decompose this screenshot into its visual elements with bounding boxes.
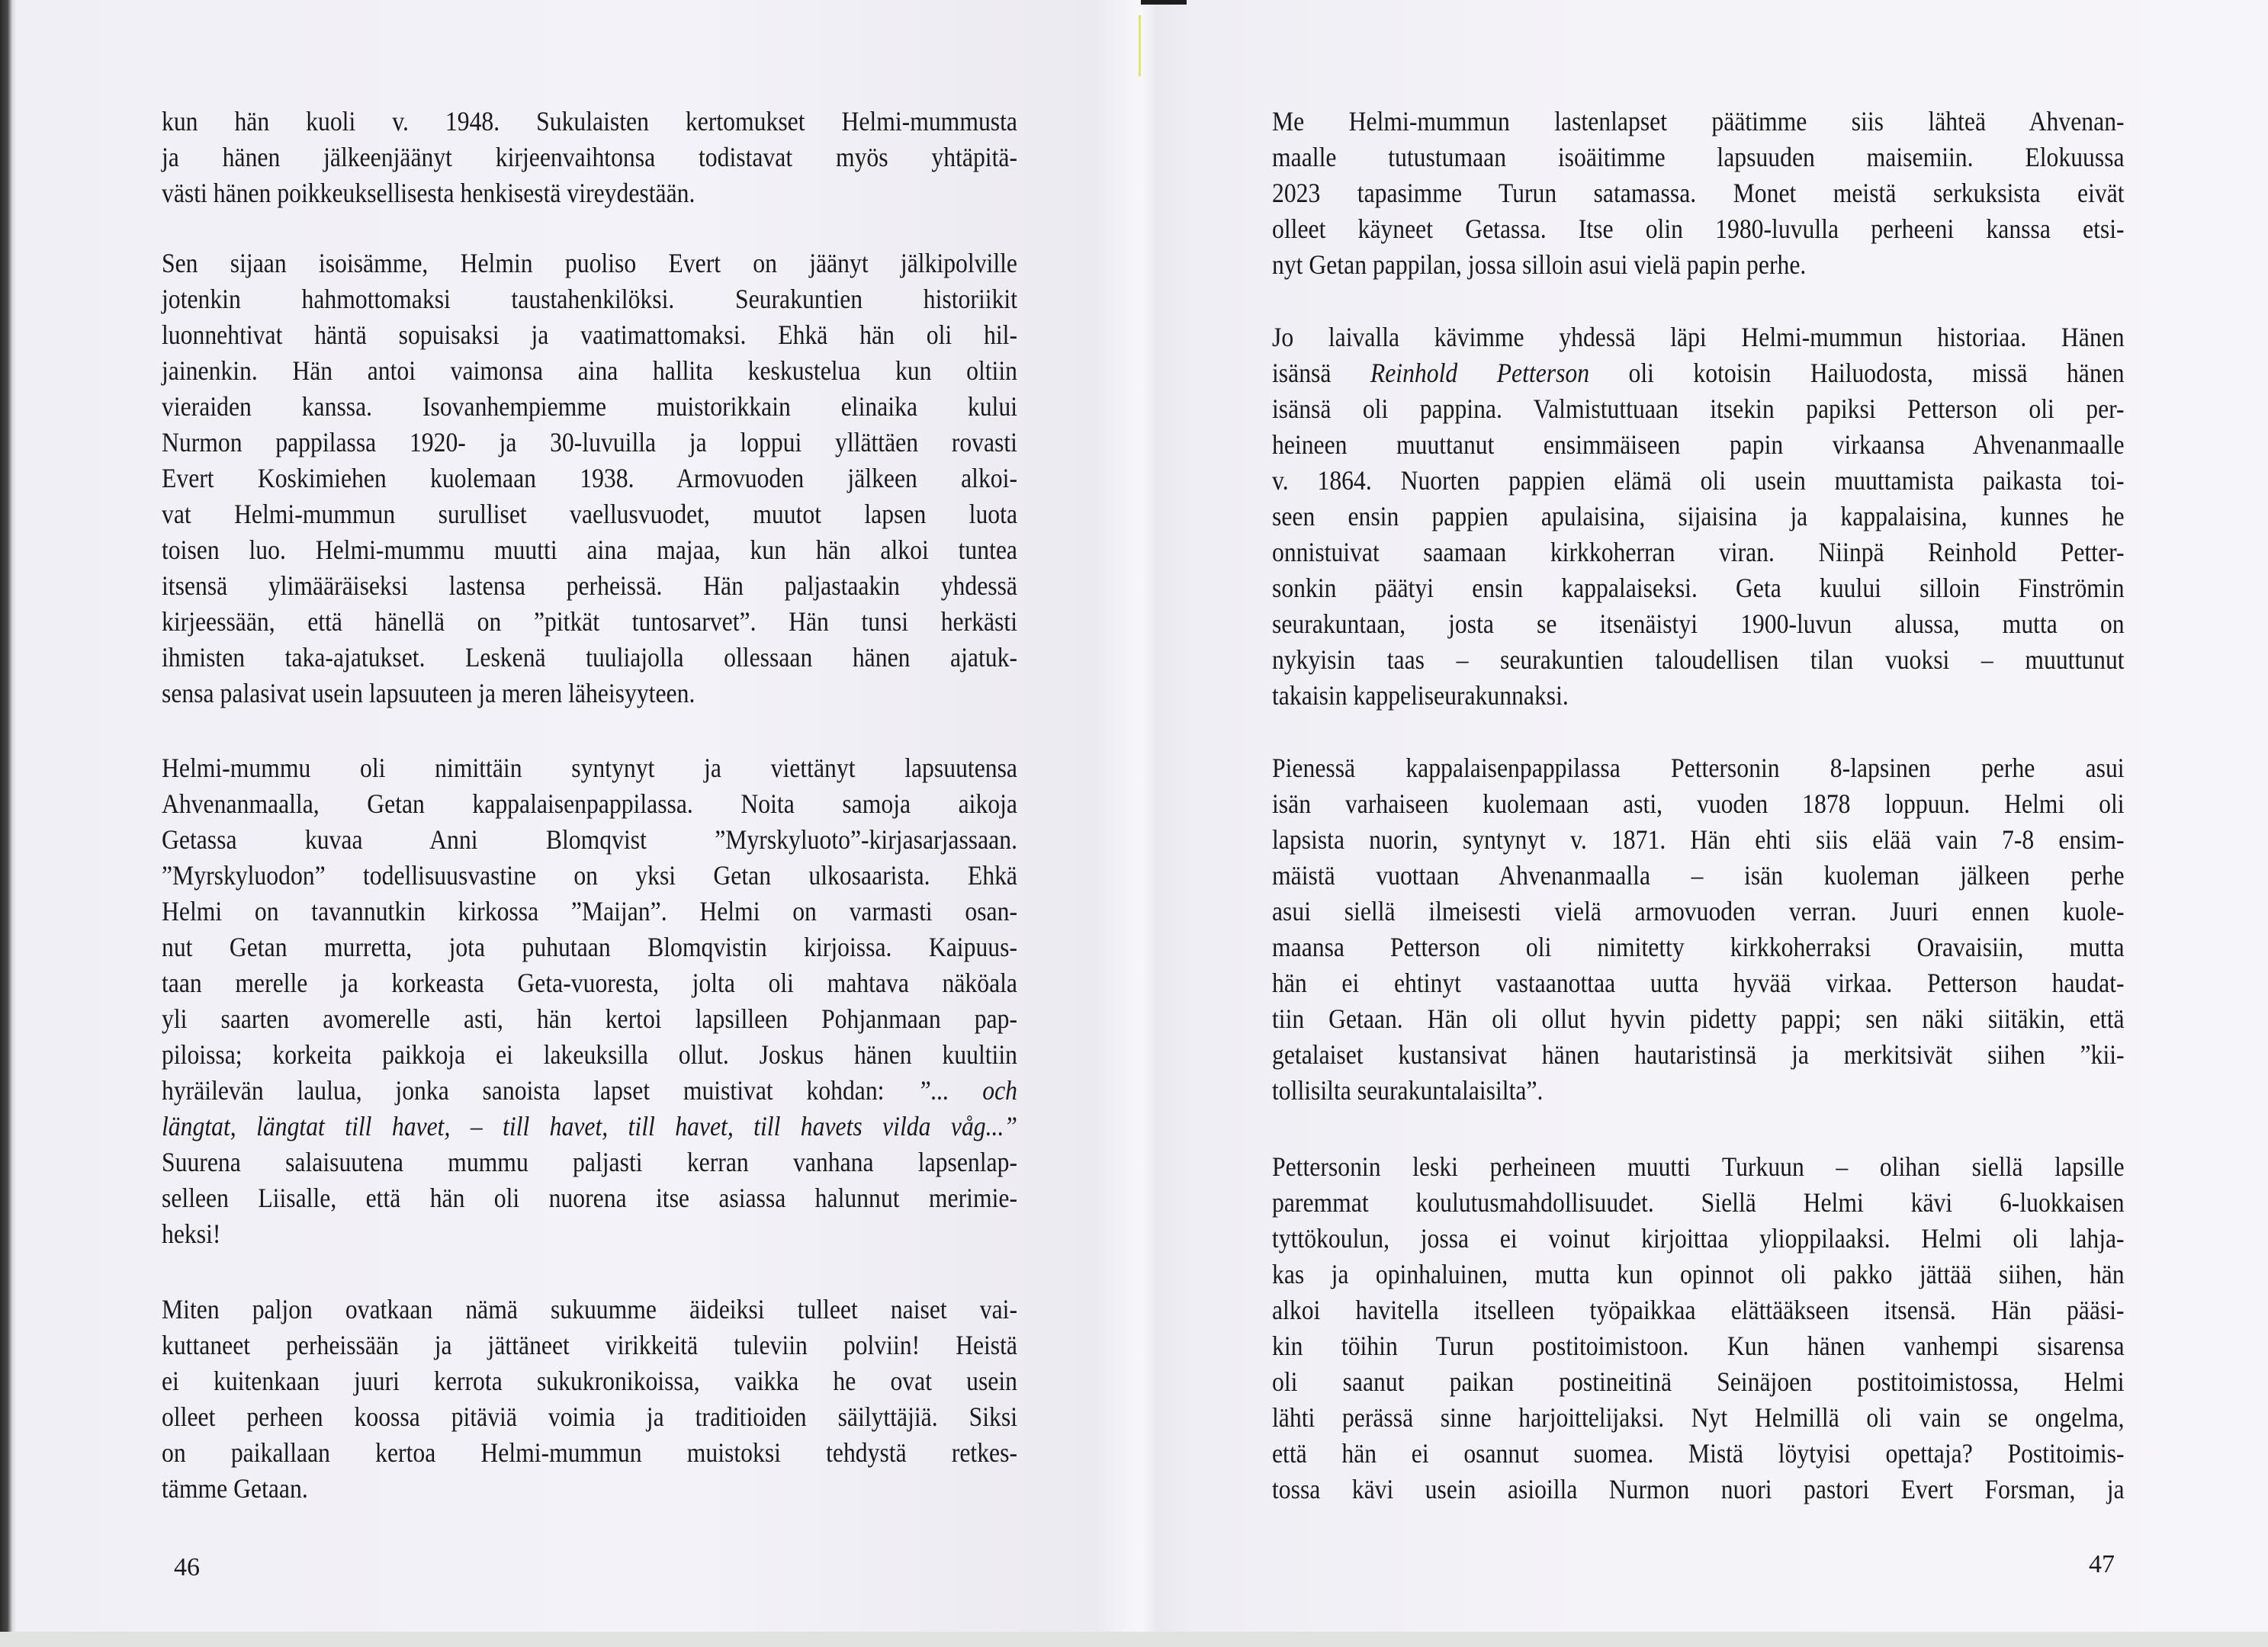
text-line: selleen Liisalle, että hän oli nuorena itse asiassa halunnut merimie-	[162, 1183, 1017, 1213]
text-line: alkoi havitella itselleen työpaikkaa elättääkseen itsensä. Hän pääsi-	[1272, 1295, 2125, 1325]
left-page	[0, 0, 1141, 1632]
text-line: Evert Koskimiehen kuolemaan 1938. Armovuoden jälkeen alkoi-	[162, 463, 1017, 493]
text-line: lapsista nuorin, syntynyt v. 1871. Hän ehti siis elää vain 7-8 ensim-	[1272, 824, 2125, 855]
text-line: jotenkin hahmottomaksi taustahenkilöksi. Seurakuntien historiikit	[162, 284, 1017, 314]
text-line: kirjeessään, että hänellä on ”pitkät tuntosarvet”. Hän tunsi herkästi	[162, 606, 1017, 637]
text-line: tämme Getaan.	[162, 1473, 308, 1504]
text-line: ihmisten taka-ajatukset. Leskenä tuuliajolla ollessaan hänen ajatuk-	[162, 642, 1017, 673]
text-line: että hän ei osannut suomea. Mistä löytyisi opettaja? Postitoimis-	[1272, 1438, 2125, 1469]
text-line: vieraiden kanssa. Isovanhempiemme muistorikkain elinaika kului	[162, 391, 1017, 422]
text-line: Pettersonin leski perheineen muutti Turkuun – olihan siellä lapsille	[1272, 1151, 2125, 1182]
text-line: yli saarten avomerelle asti, hän kertoi lapsilleen Pohjanmaan pap-	[162, 1003, 1017, 1034]
text-line: Sen sijaan isoisämme, Helmin puoliso Evert on jäänyt jälkipolville	[162, 248, 1017, 278]
text-line: lähti perässä sinne harjoittelijaksi. Nyt Helmillä oli vain se ongelma,	[1272, 1402, 2125, 1433]
text-segment: oli kotoisin Hailuodosta, missä hänen	[1628, 358, 2125, 388]
text-line: seen ensin pappien apulaisina, sijaisina ja kappalaisina, kunnes he	[1272, 501, 2125, 531]
text-line: v. 1864. Nuorten pappien elämä oli usein muuttamista paikasta toi-	[1272, 465, 2125, 496]
text-line: heksi!	[162, 1218, 221, 1249]
text-line: Miten paljon ovatkaan nämä sukuumme äideiksi tulleet naiset vai-	[162, 1294, 1017, 1324]
text-line: on paikallaan kertoa Helmi-mummun muistoksi tehdystä retkes-	[162, 1437, 1017, 1468]
quote-italic: ”... och	[917, 1075, 1018, 1106]
text-line: Me Helmi-mummun lastenlapset päätimme siis lähteä Ahvenan-	[1272, 106, 2125, 136]
text-line: heineen muuttanut ensimmäiseen papin virkaansa Ahvenanmaalle	[1272, 429, 2125, 460]
text-line: 2023 tapasimme Turun satamassa. Monet meistä serkuksista eivät	[1272, 178, 2125, 208]
text-line: Helmi-mummu oli nimittäin syntynyt ja viettänyt lapsuutensa	[162, 753, 1017, 783]
spine-edge	[1141, 0, 1187, 5]
text-line: kun hän kuoli v. 1948. Sukulaisten kertomukset Helmi-mummusta	[162, 106, 1017, 136]
text-line: mäistä vuottaan Ahvenanmaalla – isän kuoleman jälkeen perhe	[1272, 860, 2125, 891]
page-number: 46	[174, 1553, 200, 1581]
text-line: isän varhaiseen kuolemaan asti, vuoden 1878 loppuun. Helmi oli	[1272, 788, 2125, 819]
text-segment: isänsä	[1272, 358, 1332, 388]
text-line: Suurena salaisuutena mummu paljasti kerran vanhana lapsenlap-	[162, 1147, 1017, 1177]
text-line: olleet käyneet Getassa. Itse olin 1980-luvulla perheeni kanssa etsi-	[1272, 214, 2125, 244]
person-name-italic: Reinhold Petterson	[1370, 358, 1590, 388]
text-line: tyttökoulun, jossa ei voinut kirjoittaa ylioppilaaksi. Helmi oli lahja-	[1272, 1223, 2125, 1254]
text-line: kas ja opinhaluinen, mutta kun opinnot oli pakko jättää siihen, hän	[1272, 1259, 2125, 1289]
text-line: kuttaneet perheissään ja jättäneet virikkeitä tuleviin polviin! Heistä	[162, 1330, 1017, 1360]
text-line: taan merelle ja korkeasta Geta-vuoresta, jolta oli mahtava näköala	[162, 968, 1017, 998]
text-line: tiin Getaan. Hän oli ollut hyvin pidetty pappi; sen näki siitäkin, että	[1272, 1003, 2125, 1034]
text-line: hän ei ehtinyt vastaanottaa uutta hyvää virkaa. Petterson haudat-	[1272, 968, 2125, 998]
text-line: Ahvenanmaalla, Getan kappalaisenpappilassa. Noita samoja aikoja	[162, 788, 1017, 819]
text-line: asui siellä ilmeisesti vielä armovuoden verran. Juuri ennen kuole-	[1272, 896, 2125, 926]
text-segment: hyräilevän laulua, jonka sanoista lapset muistivat kohdan:	[162, 1075, 885, 1106]
text-line: sonkin päätyi ensin kappalaiseksi. Geta kuului silloin Finströmin	[1272, 573, 2125, 603]
text-line: paremmat koulutusmahdollisuudet. Siellä Helmi kävi 6-luokkaisen	[1272, 1187, 2125, 1218]
gutter-mark	[1139, 15, 1141, 76]
text-line: ei kuitenkaan juuri kerrota sukukronikoissa, vaikka he ovat usein	[162, 1366, 1017, 1396]
text-line: nyt Getan pappilan, jossa silloin asui vielä papin perhe.	[1272, 249, 1807, 280]
text-line: onnistuivat saamaan kirkkoherran viran. Niinpä Reinhold Petter-	[1272, 537, 2125, 567]
text-line: itsensä ylimääräiseksi lastensa perheissä. Hän paljastaakin yhdessä	[162, 570, 1017, 601]
text-line: ja hänen jälkeenjäänyt kirjeenvaihtonsa todistavat myös yhtäpitä-	[162, 142, 1017, 172]
text-line: nut Getan murretta, jota puhutaan Blomqvistin kirjoissa. Kaipuus-	[162, 932, 1017, 962]
text-line: kin töihin Turun postitoimistoon. Kun hänen vanhempi sisarensa	[1272, 1331, 2125, 1361]
text-line: olleet perheen koossa pitäviä voimia ja traditioiden säilyttäjiä. Siksi	[162, 1401, 1017, 1432]
text-line	[1272, 356, 2125, 390]
text-line: maalle tutustumaan isoäitimme lapsuuden maisemiin. Elokuussa	[1272, 142, 2125, 172]
text-line: Jo laivalla kävimme yhdessä läpi Helmi-mummun historiaa. Hänen	[1272, 322, 2125, 352]
text-line: takaisin kappeliseurakunnaksi.	[1272, 680, 1569, 711]
text-line: maansa Petterson oli nimitetty kirkkoherraksi Oravaisiin, mutta	[1272, 932, 2125, 962]
text-line-italic-quote: längtat, längtat till havet, – till havet, till havet, till havets vilda våg...”	[162, 1111, 1017, 1141]
text-line: Nurmon pappilassa 1920- ja 30-luvuilla ja loppui yllättäen rovasti	[162, 427, 1017, 458]
text-line: ”Myrskyluodon” todellisuusvastine on yksi Getan ulkosaarista. Ehkä	[162, 860, 1017, 891]
text-line: luonnehtivat häntä sopuisaksi ja vaatimattomaksi. Ehkä hän oli hil-	[162, 319, 1017, 350]
text-line: jainenkin. Hän antoi vaimonsa aina hallita keskustelua kun oltiin	[162, 355, 1017, 386]
text-line: nykyisin taas – seurakuntien taloudellisen tilan vuoksi – muuttunut	[1272, 644, 2125, 675]
text-line: tollisilta seurakuntalaisilta”.	[1272, 1075, 1544, 1106]
text-line: getalaiset kustansivat hänen hautaristinsä ja merkitsivät siihen ”kii-	[1272, 1039, 2125, 1070]
text-line: vat Helmi-mummun surulliset vaellusvuodet, muutot lapsen luota	[162, 499, 1017, 529]
scan-bottom-edge	[0, 1632, 2268, 1647]
text-line: Getassa kuvaa Anni Blomqvist ”Myrskyluoto”-kirjasarjassaan.	[162, 824, 1017, 855]
text-line: Pienessä kappalaisenpappilassa Pettersonin 8-lapsinen perhe asui	[1272, 753, 2125, 783]
text-line: sensa palasivat usein lapsuuteen ja meren läheisyyteen.	[162, 678, 695, 708]
text-line: toisen luo. Helmi-mummu muutti aina majaa, kun hän alkoi tuntea	[162, 535, 1017, 565]
page-number: 47	[2089, 1550, 2115, 1578]
text-line	[162, 1074, 1017, 1107]
text-line: piloissa; korkeita paikkoja ei lakeuksilla ollut. Joskus hänen kuultiin	[162, 1039, 1017, 1070]
text-line: isänsä oli pappina. Valmistuttuaan itsekin papiksi Petterson oli per-	[1272, 393, 2125, 424]
text-line: tossa kävi usein asioilla Nurmon nuori pastori Evert Forsman, ja	[1272, 1474, 2125, 1504]
text-line: oli saanut paikan postineitinä Seinäjoen postitoimistossa, Helmi	[1272, 1366, 2125, 1397]
text-line: västi hänen poikkeuksellisesta henkisestä vireydestään.	[162, 178, 695, 208]
text-line: Helmi on tavannutkin kirkossa ”Maijan”. Helmi on varmasti osan-	[162, 896, 1017, 926]
text-line: seurakuntaan, josta se itsenäistyi 1900-luvun alussa, mutta on	[1272, 608, 2125, 639]
